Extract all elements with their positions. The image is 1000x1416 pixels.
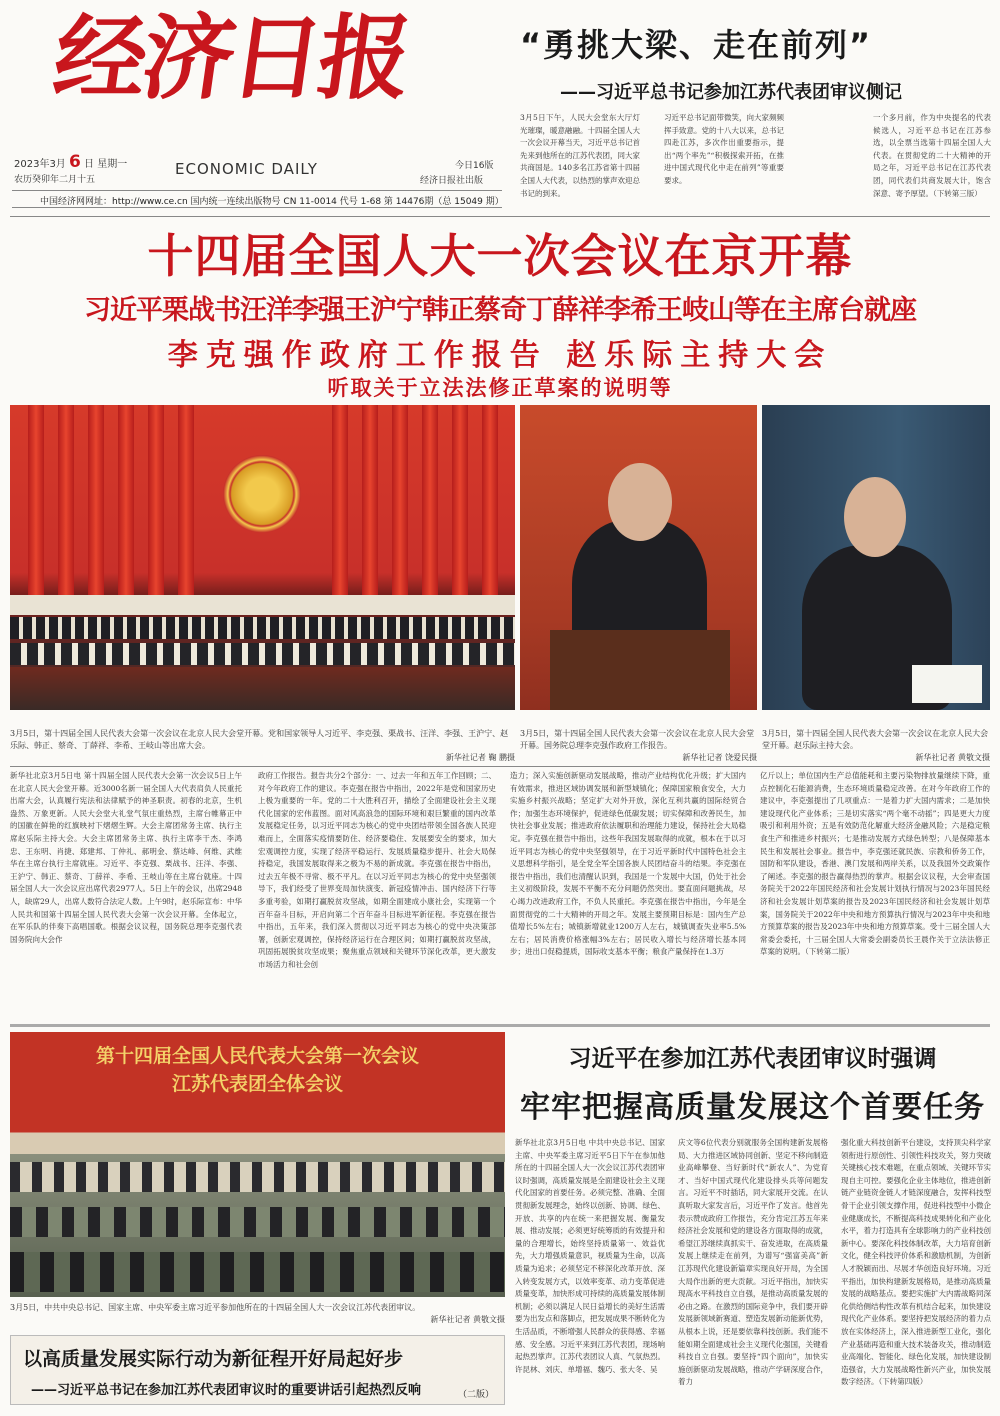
lunar-date: 农历癸卯年二月十五 (14, 175, 96, 185)
teaser-page-ref: （二版） (457, 1390, 494, 1400)
newspaper-logo: 经济日报 (47, 4, 415, 112)
publisher: 经济日报社出版 (420, 176, 484, 186)
front-desk (10, 667, 515, 710)
red-flag (58, 405, 74, 605)
article-column: 新华社北京3月5日电 第十四届全国人民代表大会第一次会议5日上午在北京人民大会堂开幕。近3000名新一届全国人大代表肩负人民重托出席大会，认真履行宪法和法律赋予的神圣职责。初春的北京，生机盎然、万象更新。人民大会堂大礼堂气氛庄重热烈，主席台帷幕正中的国徽在鲜艳的红旗映衬下熠熠生辉。大会主席团常务主席、执行主席赵乐际主持大会。大会主席团常务主席、执行主席李干杰、李鸿忠、王东明、肖捷、郑建邦、丁仲礼、郝明金、蔡达峰、何维、武维华在主席台执行主席就座。习近平、李克强、栗战书、汪洋、李强、王沪宁、韩正、蔡奇、丁薛祥、李希、王岐山等在主席台就座。十四届全国人大一次会议应出席代表2977人。5日上午的会议，出席2948人，缺席29人，出席人数符合法定人数。上午9时，赵乐际宣布：中华人民共和国第十四届全国人民代表大会第一次会议开幕。全体起立，在军乐队的伴奏下高唱国歌。根据会议议程，国务院总理李克强代表国务院向大会作 (10, 771, 242, 944)
article-column: 亿斤以上；单位国内生产总值能耗和主要污染物排放量继续下降，重点控制化石能源消费，生态环境质量稳定改善。在对今年政府工作的建议中，李克强提出了几项重点：一是着力扩大国内需求；二是加快建设现代化产业体系；三是切实落实“两个毫不动摇”；四是更大力度吸引和利用外资；五是有效防范化解重大经济金融风险；六是稳定粮食生产和推进乡村振兴；七是推动发展方式绿色转型；八是保障基本民生和发展社会事业。报告中，李克强还就民族、宗教和侨务工作，国防和军队建设，香港、澳门发展和两岸关系，以及我国外交政策作了阐述。李克强的报告赢得热烈的掌声。根据会议议程，大会审查国务院关于2022年国民经济和社会发展计划执行情况与2023年国民经济和社会发展计划草案的报告及2023年国民经济和社会发展计划草案，国务院关于2022年中央和地方预算执行情况与2023年中央和地方预算草案的报告及2023年中央和地方预算草案。受十三届全国人大常委会委托，十三届全国人大常委会副委员长王晨作关于立法法修正草案的说明。（下转第二版） (760, 771, 990, 957)
red-flag (332, 405, 348, 605)
red-flag (362, 405, 378, 605)
divider (10, 216, 990, 217)
teaser-subtitle: ——习近平总书记在参加江苏代表团审议时的重要讲话引起热烈反响 (31, 1383, 422, 1398)
red-flag (88, 405, 104, 605)
article-column: 强化重大科技创新平台建设，支持顶尖科学家领衔进行原创性、引领性科技攻关，努力突破关键核心技术难题，在重点领域、关键环节实现自主可控。要强化企业主体地位，推进创新链产业链资金链人才链深度融合，发挥科技型骨干企业引领支撑作用，促进科技型中小微企业健康成长，不断提高科技成果转化和产业化水平，着力打造具有全球影响力的产业科技创新中心。要深化科技体制改革，大力培育创新文化，健全科技评价体系和激励机制，为创新人才脱颖而出、尽展才华创造良好环境。习近平指出，加快构建新发展格局，是推动高质量发展的战略基点。要把实施扩大内需战略同深化供给侧结构性改革有机结合起来，加快建设现代化产业体系。要坚持把发展经济的着力点放在实体经济上，深入推进新型工业化，强化产业基础再造和重大技术装备攻关，推动制造业高端化、智能化、绿色化发展，加快建设制造强省，大力发展战略性新兴产业，加快发展数字经济。（下转第四版） (841, 1138, 991, 1387)
english-name: ECONOMIC DAILY (175, 160, 318, 178)
article-column: 新华社北京3月5日电 中共中央总书记、国家主席、中央军委主席习近平5日下午在参加他所在的十四届全国人大一次会议江苏代表团审议时强调，高质量发展是全面建设社会主义现代化国家的首要任务。必须完整、准确、全面贯彻新发展理念，始终以创新、协调、绿色、开放、共享的内在统一来把握发展、衡量发展、推动发展；必须更好统筹质的有效提升和量的合理增长，始终坚持质量第一、效益优先，大力增强质量意识，视质量为生命，以高质量为追求；必须坚定不移深化改革开放、深入转变发展方式，以效率变革、动力变革促进质量变革，加快形成可持续的高质量发展体制机制；必须以满足人民日益增长的美好生活需要为出发点和落脚点，把发展成果不断转化为生活品质，不断增强人民群众的获得感、幸福感、安全感。习近平来到江苏代表团，现场响起热烈掌声。江苏代表团议人真、气氛热烈。许昆林、刘庆、单增福、魏巧、张大冬、吴 (515, 1138, 665, 1374)
divider (10, 766, 990, 767)
lower-story-kicker: 习近平在参加江苏代表团审议时强调 (568, 1046, 937, 1072)
main-headline[interactable]: 十四届全国人大一次会议在京开幕 (147, 229, 853, 283)
section-divider (10, 1024, 990, 1027)
rostrum-row (10, 617, 515, 639)
main-subheadline: 听取关于立法法修正草案的说明等 (327, 375, 673, 400)
photo-credit: 新华社记者 黄敬文摄 (430, 1315, 505, 1324)
main-subheadline: 李克强作政府工作报告 赵乐际主持大会 (167, 338, 833, 373)
date-prefix: 2023年3月 (14, 159, 66, 170)
photo-caption (10, 1302, 505, 1326)
date-suffix: 日 星期一 (84, 159, 128, 170)
jiangsu-delegation-photo[interactable] (10, 1032, 505, 1297)
national-emblem-icon (223, 455, 301, 533)
red-flag (118, 405, 134, 605)
article-column: 政府工作报告。报告共分2个部分：一、过去一年和五年工作回顾；二、对今年政府工作的建议。李克强在报告中指出，2022年是党和国家历史上极为重要的一年。党的二十大胜利召开，描绘了全面建设社会主义现代化国家的宏伟蓝图。面对风高浪急的国际环境和艰巨繁重的国内改革发展稳定任务，以习近平同志为核心的党中央团结带领全国各族人民迎难而上，全面落实疫情要防住、经济要稳住、发展要安全的要求，加大宏观调控力度，实现了经济平稳运行、发展质量稳步提升、社会大局保持稳定，我国发展取得来之极为不易的新成就。李克强在报告中指出，过去五年极不寻常、极不平凡。在以习近平同志为核心的党中央坚强领导下，我们经受了世界变局加快演变、新冠疫情冲击、国内经济下行等多重考验，如期打赢脱贫攻坚战，如期全面建成小康社会，实现第一个百年奋斗目标，开启向第二个百年奋斗目标进军新征程。李克强在报告中指出，五年来，我们深入贯彻以习近平同志为核心的党中央决策部署，创新宏观调控，保持经济运行在合理区间；如期打赢脱贫攻坚战，巩固拓展脱贫攻坚成果；聚焦重点领域和关键环节深化改革，更大激发市场活力和社会创 (258, 771, 496, 969)
photo-caption (762, 728, 990, 764)
date-day: 6 (69, 152, 81, 172)
caption-text: 3月5日，中共中央总书记、国家主席、中央军委主席习近平参加他所在的十四届全国人大一次会议江苏代表团审议。 (10, 1303, 421, 1312)
speaker-face (844, 477, 906, 557)
red-flag (422, 405, 438, 605)
issue-date (14, 152, 127, 172)
zhao-leji-photo[interactable] (762, 405, 990, 710)
document-paper (912, 665, 982, 703)
red-flag (148, 405, 164, 605)
side-story-column: 3月5日下午，人民大会堂东大厅灯光璀璨，暖意融融。十四届全国人大一次会议开幕当天，习近平总书记首先来到他所在的江苏代表团，同大家共商国是。140多名江苏省第十四届全国人大代表，以热烈的掌声欢迎总书记的到来。 (520, 113, 640, 198)
li-keqiang-photo[interactable] (520, 405, 757, 710)
speaker-face (608, 463, 672, 541)
seated-row (10, 1207, 505, 1237)
side-story-title[interactable]: “勇挑大梁、走在前列” (520, 26, 873, 64)
side-story-column: 一个多月前，作为中央提名的代表候选人，习近平总书记在江苏参选，以全票当选第十四届全国人大代表。在贯彻党的二十大精神的开局之年，习近平总书记在江苏代表团，同代表们共商发展大计，饱含深意、寄予厚望。（下转第三版） (873, 113, 991, 198)
photo-credit: 新华社记者 黄敬文摄 (915, 753, 990, 762)
caption-text: 3月5日，第十四届全国人民代表大会第一次会议在北京人民大会堂开幕。党和国家领导人习近平、李克强、栗战书、汪洋、李强、王沪宁、赵乐际、韩正、蔡奇、丁薛祥、李希、王岐山等出席大会。 (10, 729, 509, 750)
rostrum-row (10, 595, 515, 615)
article-column: 庆文等6位代表分别就服务全国构建新发展格局、大力推进区域协同创新、坚定不移向制造业高峰攀登、当好新时代“新农人”、为党育才、当好中国式现代化建设排头兵等问题发言。习近平不时插话，同大家展开交流。在认真听取大家发言后，习近平作了发言。他首先表示赞成政府工作报告，充分肯定江苏五年来经济社会发展和党的建设各方面取得的成就，希望江苏继续真抓实干、奋发进取，在高质量发展上继续走在前列，为谱写“强富美高”新江苏现代化建设新篇章实现良好开局，为全国大局作出新的更大贡献。习近平指出，加快实现高水平科技自立自强，是推动高质量发展的必由之路。在激烈的国际竞争中，我们要开辟发展新领域新赛道、塑造发展新动能新优势，从根本上说，还是要依靠科技创新。我们能不能如期全面建成社会主义现代化强国，关键看科技自立自强。要坚持“四个面向”，加快实施创新驱动发展战略，推动产学研深度合作，着力 (678, 1138, 828, 1387)
side-story-subtitle: ——习近平总书记参加江苏代表团审议侧记 (560, 82, 902, 103)
red-flag (178, 405, 194, 605)
red-flag (28, 405, 44, 605)
banner-line: 江苏代表团全体会议 (171, 1073, 343, 1095)
great-hall-photo[interactable] (10, 405, 515, 710)
red-flag (392, 405, 408, 605)
side-story-column: 习近平总书记面带微笑，向大家频频挥手致意。党的十八大以来，总书记四赴江苏，多次作出重要指示，提出“两个率先”“积极探索开拓，在推进中国式现代化中走在前列”等重要要求。 (664, 113, 784, 185)
page-count: 今日16版 (455, 161, 494, 171)
podium (550, 630, 730, 710)
rostrum-row (10, 643, 515, 665)
main-subheadline: 习近平栗战书汪洋李强王沪宁韩正蔡奇丁薛祥李希王岐山等在主席台就座 (84, 295, 916, 326)
photo-caption (520, 728, 757, 764)
banner-line: 第十四届全国人民代表大会第一次会议 (95, 1045, 419, 1067)
side-story-header (520, 20, 990, 104)
photo-caption (10, 728, 515, 764)
photo-credit: 新华社记者 鞠 鹏摄 (445, 753, 515, 762)
article-column: 造力；深入实施创新驱动发展战略，推动产业结构优化升级；扩大国内有效需求，推进区域协调发展和新型城镇化；保障国家粮食安全，大力实施乡村振兴战略；坚定扩大对外开放，深化互利共赢的国际经贸合作；加强生态环境保护，促进绿色低碳发展；切实保障和改善民生，加快社会事业发展；推进政府依法履职和治理能力建设，保持社会大局稳定。李克强在报告中指出，这些年我国发展取得的成就，根本在于以习近平同志为核心的党中央坚强领导，在于习近平新时代中国特色社会主义思想科学指引，是全党全军全国各族人民团结奋斗的结果。李克强在报告中指出，我们也清醒认识到，我国是一个发展中大国，仍处于社会主义初级阶段，发展不平衡不充分问题仍然突出。要直面问题挑战，尽心竭力改进政府工作，不负人民重托。李克强在报告中指出，今年是全面贯彻党的二十大精神的开局之年。发展主要预期目标是：国内生产总值增长5%左右；城镇新增就业1200万人左右，城镇调查失业率5.5%左右；居民消费价格涨幅3%左右；居民收入增长与经济增长基本同步；进出口促稳提质，国际收支基本平衡；粮食产量保持在1.3万 (510, 771, 746, 957)
meeting-banner (10, 1042, 505, 1098)
info-bar: 中国经济网网址：http://www.ce.cn 国内统一连续出版物号 CN 11-0014 代号 1-68 第 14476期（总 15049 期） (12, 190, 502, 208)
caption-text: 3月5日，第十四届全国人民代表大会第一次会议在北京人民大会堂开幕。国务院总理李克强作政府工作报告。 (520, 729, 755, 750)
caption-text: 3月5日，第十四届全国人民代表大会第一次会议在北京人民大会堂开幕。赵乐际主持大会。 (762, 729, 989, 750)
teaser-box[interactable] (10, 1335, 505, 1405)
seated-row (10, 1252, 505, 1292)
red-flag (482, 405, 498, 605)
seated-row (10, 1162, 505, 1192)
teaser-title: 以高质量发展实际行动为新征程开好局起好步 (23, 1348, 404, 1370)
photo-credit: 新华社记者 饶爱民摄 (682, 753, 757, 762)
red-flag (452, 405, 468, 605)
lower-story-headline[interactable]: 牢牢把握高质量发展这个首要任务 (520, 1090, 985, 1125)
